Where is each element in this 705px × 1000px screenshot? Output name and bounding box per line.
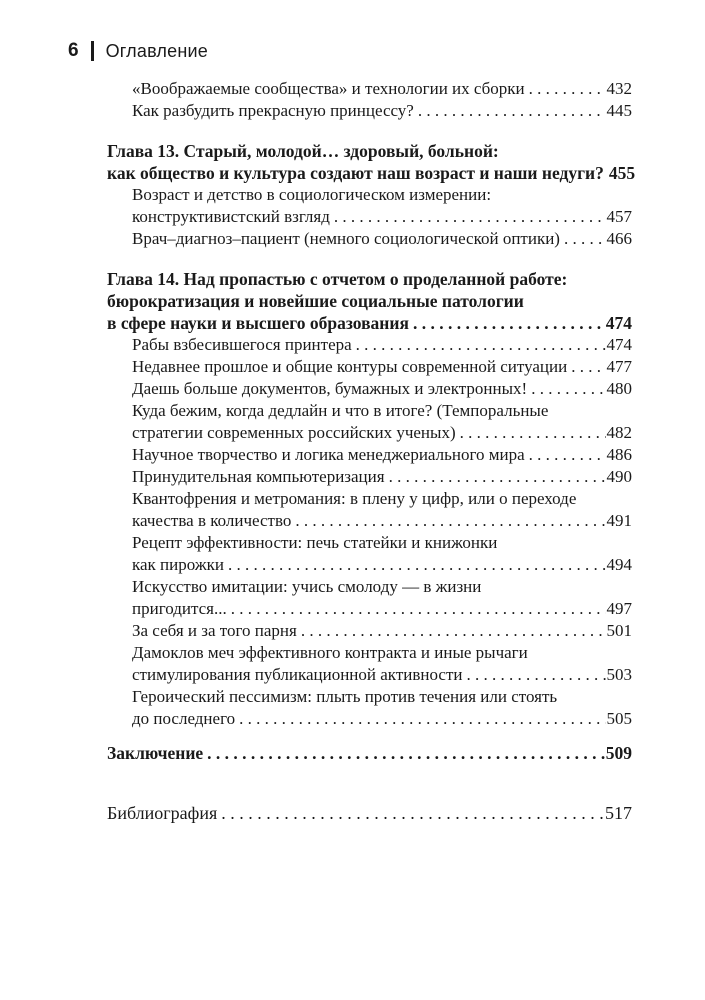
toc-entry[interactable] <box>107 100 632 122</box>
toc-chapter-heading[interactable] <box>107 290 632 312</box>
dot-leader <box>228 554 606 576</box>
chapter-title-line: Глава 14. Над пропастью с отчетом о проделанной работе: <box>107 269 568 289</box>
toc-chapter-entry[interactable] <box>107 162 636 184</box>
toc-entry-title: Библиография <box>107 803 218 823</box>
chapter-title-line: как общество и культура создают наш возраст и наши недуги? <box>107 163 604 183</box>
toc-entry-title: Даешь больше документов, бумажных и электронных! <box>132 379 528 398</box>
toc-entry[interactable] <box>107 378 632 400</box>
toc-entry-title: до последнего <box>132 709 236 728</box>
toc-entry-title: стимулирования публикационной активности <box>132 665 463 684</box>
toc-entry[interactable] <box>107 444 632 466</box>
toc-entry-page: 486 <box>606 445 632 464</box>
dot-leader <box>413 312 605 334</box>
toc-entry-title: Искусство имитации: учись смолоду — в жизни <box>132 577 482 596</box>
toc-entry-page: 482 <box>606 423 632 442</box>
toc-entry-page: 509 <box>605 743 632 763</box>
toc-entry-title: Врач–диагноз–пациент (немного социологической оптики) <box>132 229 560 248</box>
toc-entry-title: Как разбудить прекрасную принцессу? <box>132 101 414 120</box>
dot-leader <box>466 664 605 686</box>
toc-entry-page: 432 <box>606 79 632 98</box>
dot-leader <box>221 802 604 824</box>
toc-entry[interactable] <box>107 184 632 206</box>
toc-entry[interactable] <box>107 466 632 488</box>
dot-leader <box>529 78 606 100</box>
table-of-contents <box>107 78 636 824</box>
toc-chapter-entry[interactable] <box>107 312 632 334</box>
toc-entry-page: 503 <box>606 665 632 684</box>
chapter-title-line: бюрократизация и новейшие социальные патологии <box>107 291 524 311</box>
toc-entry-title: Героический пессимизм: плыть против течения или стоять <box>132 687 558 706</box>
toc-entry[interactable] <box>107 356 632 378</box>
toc-entry-title: Заключение <box>107 743 204 763</box>
page-number: 6 <box>68 40 79 61</box>
toc-entry[interactable] <box>107 664 632 686</box>
dot-leader <box>231 598 606 620</box>
dot-leader <box>334 206 606 228</box>
toc-entry-title: Рецепт эффективности: печь статейки и книжонки <box>132 533 498 552</box>
chapter-title-line: Глава 13. Старый, молодой… здоровый, больной: <box>107 141 499 161</box>
toc-entry-page: 455 <box>608 163 636 183</box>
running-header <box>68 40 208 62</box>
toc-entry[interactable] <box>107 598 632 620</box>
dot-leader <box>207 742 605 764</box>
dot-leader <box>529 444 606 466</box>
toc-entry-title: пригодится... <box>132 599 227 618</box>
toc-entry-page: 490 <box>606 467 632 486</box>
toc-entry[interactable] <box>107 642 632 664</box>
toc-entry[interactable] <box>107 228 632 250</box>
toc-entry[interactable] <box>107 532 632 554</box>
toc-entry-title: Научное творчество и логика менеджериального мира <box>132 445 525 464</box>
toc-chapter-heading[interactable] <box>107 268 632 290</box>
header-title: Оглавление <box>105 40 208 61</box>
toc-entry[interactable] <box>107 620 632 642</box>
toc-entry-page: 457 <box>606 207 632 226</box>
toc-entry-title: конструктивистский взгляд <box>132 207 330 226</box>
toc-entry[interactable] <box>107 334 632 356</box>
toc-entry-title: Дамоклов меч эффективного контракта и иные рычаги <box>132 643 528 662</box>
dot-leader <box>571 356 605 378</box>
toc-entry-page: 494 <box>606 555 632 574</box>
dot-leader <box>301 620 606 642</box>
toc-entry-title: Рабы взбесившегося принтера <box>132 335 352 354</box>
toc-entry[interactable] <box>107 422 632 444</box>
chapter-title-line: в сфере науки и высшего образования <box>107 313 409 333</box>
toc-entry-page: 474 <box>606 335 632 354</box>
toc-entry-title: стратегии современных российских ученых) <box>132 423 456 442</box>
toc-entry-title: Возраст и детство в социологическом измерении: <box>132 185 492 204</box>
header-separator <box>91 41 94 61</box>
toc-entry[interactable] <box>107 576 632 598</box>
toc-entry-page: 466 <box>606 229 632 248</box>
dot-leader <box>564 228 606 250</box>
toc-entry-title: Принудительная компьютеризация <box>132 467 385 486</box>
toc-entry-page: 501 <box>606 621 632 640</box>
toc-entry-page: 480 <box>606 379 632 398</box>
toc-entry[interactable] <box>107 488 632 510</box>
dot-leader <box>389 466 606 488</box>
toc-entry-title: «Воображаемые сообщества» и технологии их сборки <box>132 79 525 98</box>
toc-entry-page: 505 <box>606 709 632 728</box>
toc-entry-title: Куда бежим, когда дедлайн и что в итоге? (Темпоральные <box>132 401 549 420</box>
toc-entry-page: 477 <box>606 357 632 376</box>
dot-leader <box>295 510 605 532</box>
toc-entry-page: 474 <box>605 313 632 333</box>
toc-entry-title: За себя и за того парня <box>132 621 297 640</box>
toc-entry[interactable] <box>107 554 632 576</box>
dot-leader <box>531 378 605 400</box>
toc-entry[interactable] <box>107 686 632 708</box>
toc-entry-page: 491 <box>606 511 632 530</box>
toc-entry[interactable] <box>107 708 632 730</box>
toc-entry[interactable] <box>107 400 632 422</box>
dot-leader <box>356 334 606 356</box>
toc-conclusion-entry[interactable] <box>107 742 632 764</box>
toc-entry-page: 517 <box>605 803 632 823</box>
toc-entry-page: 445 <box>606 101 632 120</box>
dot-leader <box>418 100 606 122</box>
dot-leader <box>460 422 606 444</box>
toc-bibliography-entry[interactable] <box>107 802 632 824</box>
toc-entry-title: Квантофрения и метромания: в плену у цифр, или о переходе <box>132 489 577 508</box>
toc-entry-title: качества в количество <box>132 511 292 530</box>
toc-entry[interactable] <box>107 78 632 100</box>
toc-entry-title: как пирожки <box>132 555 224 574</box>
toc-entry[interactable] <box>107 510 632 532</box>
toc-entry-page: 497 <box>606 599 632 618</box>
toc-entry-title: Недавнее прошлое и общие контуры современной ситуации <box>132 357 568 376</box>
dot-leader <box>239 708 605 730</box>
toc-chapter-heading[interactable] <box>107 140 632 162</box>
toc-entry[interactable] <box>107 206 632 228</box>
